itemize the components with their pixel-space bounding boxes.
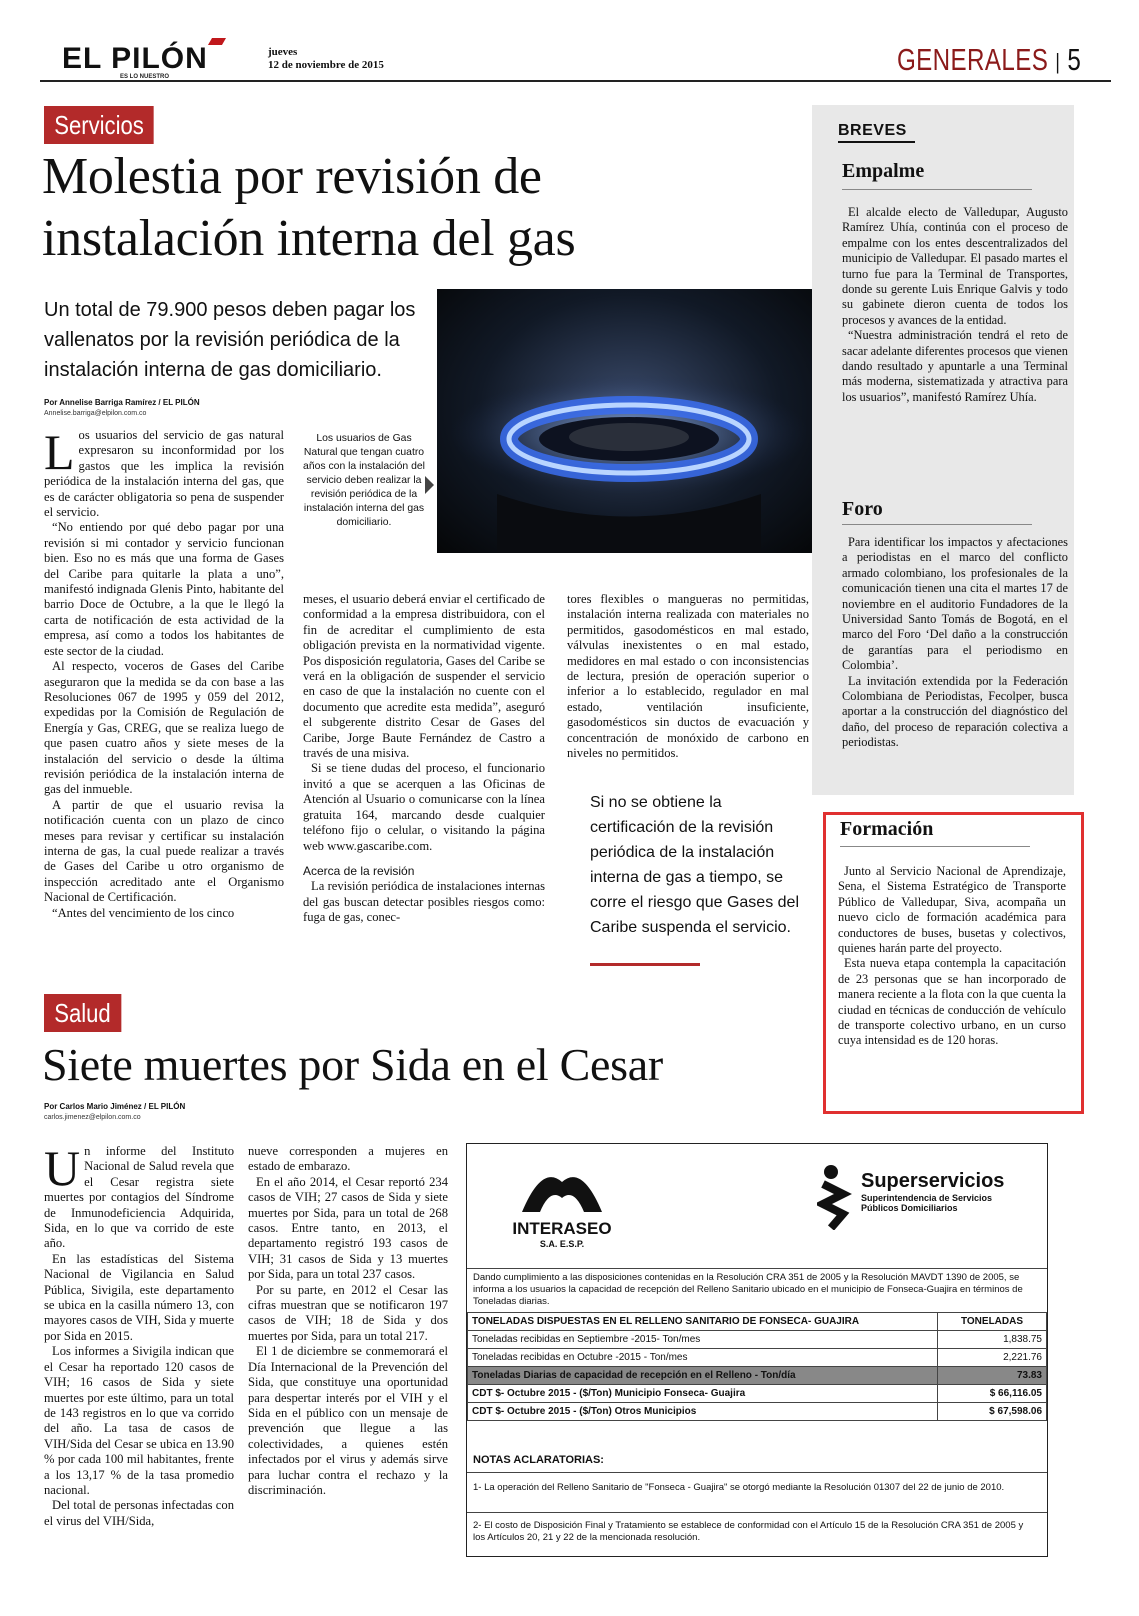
brief-foro-body xyxy=(842,535,1068,751)
table-cell: Toneladas Diarias de capacidad de recepción en el Relleno - Ton/día xyxy=(468,1367,938,1385)
table-cell: $ 67,598.06 xyxy=(938,1403,1047,1421)
article1-paragraph: Al respecto, voceros de Gases del Caribe aseguraron que la medida se da con base a las Resoluciones 067 de 1995 y 059 del 2012, expedidas por la Comisión de Regulación de Energía y Gas, CREG, que se realiza luego de que pasen cuatro años y siete meses de la instalación del servicio o desde la última revisión periódica de la instalación interna de gas del inmueble. xyxy=(44,659,284,797)
table-row xyxy=(468,1385,1047,1403)
superservicios-sub-2: Públicos Domiciliarios xyxy=(861,1203,958,1213)
table-row xyxy=(468,1331,1047,1349)
section-header xyxy=(897,42,1081,78)
brief-paragraph: Junto al Servicio Nacional de Aprendizaje, Sena, el Sistema Estratégico de Transporte Público de Valledupar, Siva, acompaña un nuevo ciclo de formación académica para conductores de buses, busetas y colectivos, quienes harán parte del proyecto. xyxy=(838,864,1066,956)
ad-divider xyxy=(467,1268,1047,1269)
tonnage-table xyxy=(467,1312,1047,1421)
article2-paragraph: Del total de personas infectadas con el virus del VIH/Sida, xyxy=(44,1498,234,1528)
article2-paragraph: Por su parte, en 2012 el Cesar las cifras muestran que se notificaron 197 casos de VIH; 18 de Sida y dos muertes por Sida, para un total 217. xyxy=(248,1282,448,1343)
dateline xyxy=(268,46,384,72)
pull-quote: Si no se obtiene la certificación de la revisión periódica de la instalación interna de gas a tiempo, se corre el riesgo que Gases del Caribe suspenda el servicio. xyxy=(590,794,799,936)
interaseo-logo xyxy=(497,1162,627,1249)
brief-title-empalme: Empalme xyxy=(842,160,925,182)
interaseo-sub: S.A. E.S.P. xyxy=(539,1239,585,1249)
table-row xyxy=(468,1403,1047,1421)
superservicios-name: Superservicios xyxy=(861,1170,1005,1192)
article1-paragraph: Si se tiene dudas del proceso, el funcionario invitó a que se acerquen a las Oficinas de Atención al Usuario o comunicarse con la línea gratuita 164, marcando desde cualquier teléfono fijo o celular, o visitando la página web www.gascaribe.com. xyxy=(303,761,545,853)
interaseo-advertisement xyxy=(466,1143,1048,1557)
ad-divider xyxy=(467,1512,1047,1513)
logo-text: EL PILÓN xyxy=(62,42,208,75)
table-header-row xyxy=(468,1313,1047,1331)
note-2: 2- El costo de Disposición Final y Tratamiento se establece de conformidad con el Artículo 15 de la Resolución CRA 351 de 2005 y los Artículos 20, 21 y 22 de la mencionada resolución. xyxy=(473,1520,1024,1543)
brief-title-formacion: Formación xyxy=(840,818,934,840)
superservicios-mark-icon xyxy=(817,1164,857,1230)
article2-byline: Por Carlos Mario Jiménez / EL PILÓN xyxy=(44,1102,186,1111)
article1-deck: Un total de 79.900 pesos deben pagar los vallenatos por la revisión periódica de la instalación interna de gas domiciliario. xyxy=(44,299,416,381)
brief-empalme-body xyxy=(842,205,1068,405)
note-1: 1- La operación del Relleno Sanitario de "Fonseca - Guajira" se otorgó mediante la Resolución 01307 del 22 de junio de 2010. xyxy=(473,1482,1005,1493)
dropcap: U xyxy=(44,1140,81,1196)
article1-headline xyxy=(42,146,802,270)
dateline-day: jueves xyxy=(268,46,298,58)
brief-formacion-body xyxy=(838,864,1066,1049)
gas-flame-illustration xyxy=(437,289,821,553)
interaseo-name: INTERASEO xyxy=(512,1219,612,1238)
section-name: GENERALES xyxy=(896,42,1049,77)
brief-rule xyxy=(840,846,1030,847)
table-header-cell: TONELADAS xyxy=(938,1313,1047,1331)
table-cell: 73.83 xyxy=(938,1367,1047,1385)
article2-email: carlos.jimenez@elpilon.com.co xyxy=(44,1114,141,1121)
brief-paragraph: Esta nueva etapa contempla la capacitación de 23 personas que se han incorporado de manera reciente a la flota con la que cuenta la ciudad en técnicas de conducción de vehículo de transporte colectivo urbano, en un curso cuya intensidad es de 120 horas. xyxy=(838,956,1066,1048)
article1-paragraph: “Antes del vencimiento de los cinco xyxy=(52,905,235,920)
brief-paragraph: “Nuestra administración tendrá el reto de sacar adelante diferentes procesos que vienen dando resultado y apuntarle a una Terminal más moderna, sistematizada y atractiva para los usuarios”, manifestó Ramírez Uhía. xyxy=(842,328,1068,404)
page-number: 5 xyxy=(1067,42,1081,77)
section-divider: | xyxy=(1055,48,1061,74)
headline-line-1: Molestia por revisión de xyxy=(42,148,542,205)
article1-column-2 xyxy=(303,592,545,926)
notes-title: NOTAS ACLARATORIAS: xyxy=(473,1454,604,1466)
caption-pointer xyxy=(425,476,434,494)
article2-paragraph: nueve corresponden a mujeres en estado de embarazo. xyxy=(248,1144,448,1174)
article2-column-2 xyxy=(248,1144,448,1498)
table-cell: Toneladas recibidas en Septiembre -2015- Ton/mes xyxy=(468,1331,938,1349)
ad-intro: Dando cumplimiento a las disposiciones contenidas en la Resolución CRA 351 de 2005 y la Resolución MAVDT 1390 de 2005, se informa a los usuarios la capacidad de recepción del Relleno Sanitario ubicado en el municipio de Fonseca-Guajira en términos de Toneladas diarias. xyxy=(473,1272,1023,1307)
article2-paragraph: En el año 2014, el Cesar reportó 234 casos de VIH; 27 casos de Sida y siete muertes por Sida, para un total de 268 casos. Entre tanto, en 2013, el departamento registró 193 casos de VIH; 31 casos de Sida y 13 muertes por Sida, para un total 237 casos. xyxy=(248,1174,448,1282)
logo-tagline: ES LO NUESTRO xyxy=(120,74,170,80)
kicker-servicios: Servicios xyxy=(44,106,154,144)
article2-paragraph: Un informe del Instituto Nacional de Salud revela que el Cesar registra siete muertes por contagios del Síndrome de Inmunodeficiencia Adquirida, Sida, en lo que va corrido de este año. xyxy=(44,1140,234,1251)
table-cell: CDT $- Octubre 2015 - ($/Ton) Municipio Fonseca- Guajira xyxy=(468,1385,938,1403)
article1-paragraph: meses, el usuario deberá enviar el certificado de conformidad a la empresa distribuidora, con el fin de acreditar el cumplimiento de esta obligación prevista en la normatividad vigente. Pos disposición regulatoria, Gases del Caribe se verá en la obligación de suspender el servicio en caso de que la instalación no cuente con el documento que acredite esta medida”, aseguró el subgerente distrito Cesar de Gases del Caribe, Jorge Baute Fernández de Castro a través de una misiva. xyxy=(303,592,545,761)
table-row xyxy=(468,1367,1047,1385)
article2-headline: Siete muertes por Sida en el Cesar xyxy=(42,1039,663,1090)
article1-paragraph: Los usuarios del servicio de gas natural expresaron su inconformidad por los gastos que les implica la revisión periódica de la instalación interna del gas, que es de carácter obligatoria so pena de suspender el servicio. xyxy=(44,424,284,520)
pull-quote-rule xyxy=(590,963,700,966)
table-header-cell: TONELADAS DISPUESTAS EN EL RELLENO SANITARIO DE FONSECA- GUAJIRA xyxy=(468,1313,938,1331)
photo-caption: Los usuarios de Gas Natural que tengan cuatro años con la instalación del servicio deben realizar la revisión periódica de la instalación interna del gas domiciliario. xyxy=(303,433,425,528)
dropcap: L xyxy=(44,424,75,480)
dateline-date: 12 de noviembre de 2015 xyxy=(268,59,384,71)
table-row xyxy=(468,1349,1047,1367)
brief-paragraph: El alcalde electo de Valledupar, Augusto Ramírez Uhía, continúa con el proceso de empalme con los entes descentralizados del municipio de Valledupar. El pasado martes el turno fue para la Terminal de Transportes, donde su gerente Luis Enrique Galvis y todo su gabinete dieron cuenta de todos los procesos y avances de la entidad. xyxy=(842,205,1068,327)
ad-divider xyxy=(467,1472,1047,1473)
brief-rule xyxy=(842,189,1032,190)
article1-paragraph: “No entiendo por qué debo pagar por una revisión si mi contador y servicio funcionan bien. Eso no es más que una forma de Gases del Caribe para quitarle la plata a uno”, manifestó indignada Glenis Pinto, habitante del barrio Doce de Octubre, a la que le llegó la carta de notificación de esta actividad de la empresa, así como a todos los habitantes de este sector de la ciudad. xyxy=(44,520,284,658)
table-cell: 2,221.76 xyxy=(938,1349,1047,1367)
article1-paragraph: A partir de que el usuario revisa la notificación cuenta con un plazo de cinco meses para revisar y certificar su instalación interna de gas, la cual puede realizar a través de Gases del Caribe u otro organismo de inspección acreditado ante el Organismo Nacional de Certificación. xyxy=(44,797,284,905)
kicker-salud: Salud xyxy=(44,994,121,1032)
table-cell: $ 66,116.05 xyxy=(938,1385,1047,1403)
article1-paragraph: La revisión periódica de instalaciones internas del gas buscan detectar posibles riesgos como: fuga de gas, conec- xyxy=(303,879,545,925)
article1-paragraph: tores flexibles o mangueras no permitidas, instalación interna realizada con materiales no permitidos, gasodomésticos en mal estado, válvulas inexistentes o en mal estado, medidores en mal estado o con inconsistencias de lectura, presión de operación superior o inferior a lo establecido, regulador en mal estado, ventilación insuficiente, gasodomésticos sin ductos de evacuación y concentración de monóxido de carbono en niveles no permitidos. xyxy=(567,592,809,761)
article2-column-1 xyxy=(44,1140,234,1529)
brief-title-foro: Foro xyxy=(842,498,883,520)
brief-paragraph: Para identificar los impactos y afectaciones a periodistas en el marco del conflicto armado colombiano, los profesionales de la comunicación tienen una cita el martes 17 de noviembre en el auditorio Fundadores de la Universidad Santo Tomás de Bogotá, en el marco del Foro ‘Del daño a la construcción de garantías para el periodismo en Colombia’. xyxy=(842,535,1068,673)
article1-email: Annelise.barriga@elpilon.com.co xyxy=(44,410,147,417)
masthead-logo xyxy=(62,44,252,90)
article1-column-1 xyxy=(44,424,284,921)
brief-rule xyxy=(842,524,1032,525)
interaseo-mark-icon xyxy=(512,1162,612,1214)
breves-label: BREVES xyxy=(838,122,915,143)
superservicios-sub-1: Superintendencia de Servicios xyxy=(861,1193,993,1203)
article2-paragraph: En las estadísticas del Sistema Nacional de Vigilancia en Salud Pública, Sivigila, este departamento se ubica en la casilla número 13, con mayores casos de VIH, Sida y muerte por Sida en 2015. xyxy=(44,1251,234,1343)
table-cell: CDT $- Octubre 2015 - ($/Ton) Otros Municipios xyxy=(468,1403,938,1421)
brief-paragraph: La invitación extendida por la Federación Colombiana de Periodistas, Fecolper, busca aportar a la construcción del diagnóstico del daño, del proceso de reparación colectiva a periodistas. xyxy=(842,673,1068,750)
gas-burner-photo xyxy=(437,289,821,553)
masthead-rule xyxy=(40,80,1111,82)
table-cell: 1,838.75 xyxy=(938,1331,1047,1349)
article1-byline: Por Annelise Barriga Ramírez / EL PILÓN xyxy=(44,398,200,407)
article1-column-3 xyxy=(567,592,809,761)
article2-paragraph: Los informes a Sivigila indican que el Cesar ha reportado 120 casos de VIH; 16 casos de Sida y siete muertes por este último, para un total de 143 registros en lo que va corrido del año. La tasa de casos de VIH/Sida del Cesar se ubica en 13.90 % por cada 100 mil habitantes, frente a los 13,17 % de la tasa promedio nacional. xyxy=(44,1344,234,1497)
subhead-acerca: Acerca de la revisión xyxy=(303,863,415,878)
superservicios-logo xyxy=(817,1170,1027,1213)
headline-line-2: instalación interna del gas xyxy=(42,210,576,267)
article2-paragraph: El 1 de diciembre se conmemorará el Día Internacional de la Prevención del Sida, que constituye una oportunidad para despertar interés por el VIH y el Sida en el público con un mensaje de prevención que llegue a las colectividades, a quienes estén infectados por el virus y además sirve para luchar contra el rechazo y la discriminación. xyxy=(248,1344,448,1497)
table-cell: Toneladas recibidas en Octubre -2015 - Ton/mes xyxy=(468,1349,938,1367)
